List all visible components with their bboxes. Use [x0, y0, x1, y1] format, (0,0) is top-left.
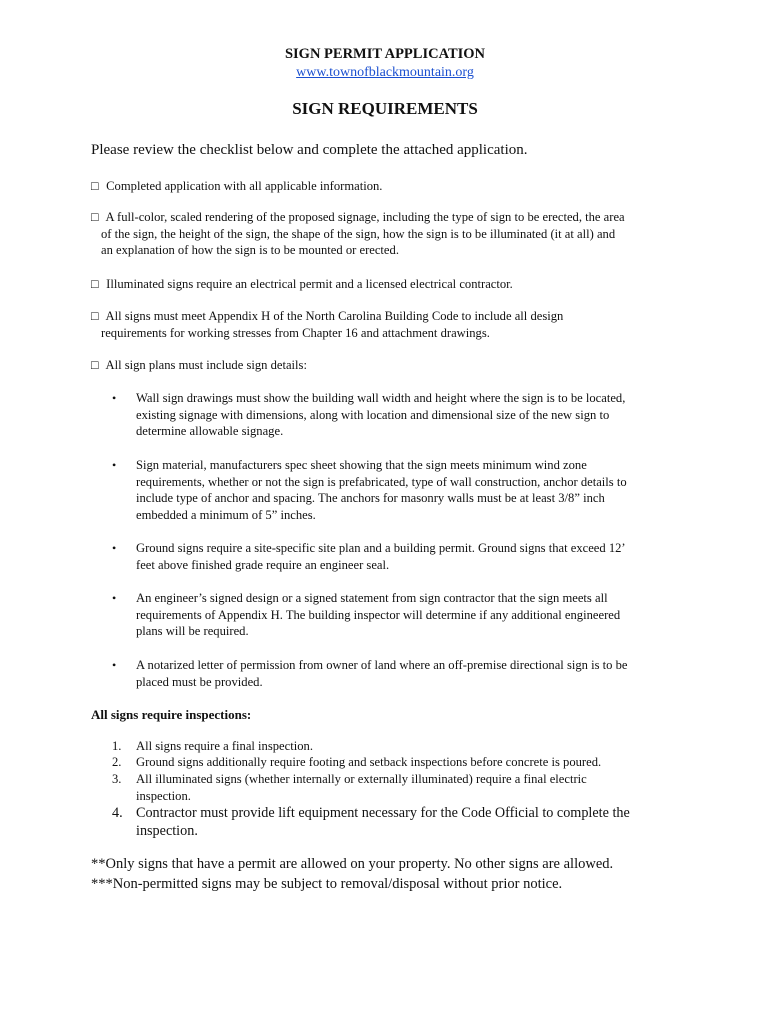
checklist-line: an explanation of how the sign is to be mounted or erected.: [101, 243, 399, 257]
detail-line: determine allowable signage.: [136, 424, 284, 438]
detail-line: placed must be provided.: [136, 674, 263, 689]
detail-line: existing signage with dimensions, along with location and dimensional size of the new sign to: [136, 407, 610, 422]
checklist-line: A full-color, scaled rendering of the proposed signage, including the type of sign to be erected, the area: [105, 210, 625, 224]
checkbox-icon[interactable]: □: [91, 358, 99, 372]
checklist-item: [91, 308, 691, 341]
bullet-icon: •: [112, 391, 117, 405]
detail-line: embedded a minimum of 5” inches.: [136, 507, 316, 522]
checklist-item: [91, 276, 691, 293]
checklist-line: requirements for working stresses from Chapter 16 and attachment drawings.: [101, 325, 490, 340]
inspection-line: inspection.: [136, 788, 191, 803]
checklist-item: [91, 209, 691, 259]
inspection-line: inspection.: [136, 823, 198, 839]
bullet-icon: •: [112, 658, 117, 672]
bullet-icon: •: [112, 458, 117, 472]
detail-line: Ground signs require a site-specific site plan and a building permit. Ground signs that exceed 12’: [136, 541, 626, 555]
item-number: 1.: [112, 739, 122, 753]
checklist-line: All sign plans must include sign details:: [105, 358, 307, 372]
detail-line: plans will be required.: [136, 624, 249, 638]
item-number: 2.: [112, 755, 122, 769]
item-number: 4.: [112, 805, 123, 821]
checklist-item: [91, 178, 691, 195]
checkbox-icon[interactable]: □: [91, 210, 99, 224]
checkbox-icon[interactable]: □: [91, 179, 99, 193]
detail-line: feet above finished grade require an engineer seal.: [136, 557, 390, 572]
checklist-line: Illuminated signs require an electrical permit and a licensed electrical contractor.: [106, 277, 513, 291]
checklist-item: [91, 357, 691, 374]
inspections-heading: All signs require inspections:: [91, 707, 252, 722]
note-non-permitted-signs: ***Non-permitted signs may be subject to removal/disposal without prior notice.: [91, 876, 563, 892]
detail-line: An engineer’s signed design or a signed statement from sign contractor that the sign meets all: [136, 591, 608, 605]
detail-line: A notarized letter of permission from owner of land where an off-premise directional sign is to be: [136, 658, 628, 672]
detail-line: requirements, whether or not the sign is prefabricated, type of wall construction, anchor details to: [136, 474, 627, 489]
checklist-line: of the sign, the height of the sign, the shape of the sign, how the sign is to be illuminated (it at all) and: [101, 226, 616, 241]
inspection-line: All signs require a final inspection.: [136, 739, 313, 753]
website-link[interactable]: www.townofblackmountain.org: [296, 65, 474, 80]
inspection-line: All illuminated signs (whether internally or externally illuminated) require a final electric: [136, 772, 587, 786]
section-title: SIGN REQUIREMENTS: [292, 99, 478, 118]
bullet-icon: •: [112, 591, 117, 605]
note-permitted-signs: **Only signs that have a permit are allowed on your property. No other signs are allowed.: [91, 856, 614, 872]
website-url: [0, 65, 770, 81]
detail-line: include type of anchor and spacing. The anchors for masonry walls must be at least 3/8” inch: [136, 491, 605, 505]
checklist-line: Completed application with all applicable information.: [106, 179, 383, 193]
checkbox-icon[interactable]: □: [91, 277, 99, 291]
detail-line: Wall sign drawings must show the building wall width and height where the sign is to be located,: [136, 391, 626, 405]
item-number: 3.: [112, 772, 122, 786]
document-title: SIGN PERMIT APPLICATION: [284, 46, 486, 62]
bullet-icon: •: [112, 541, 117, 555]
intro-text: Please review the checklist below and complete the attached application.: [91, 142, 528, 158]
detail-line: requirements of Appendix H. The building inspector will determine if any additional engineered: [136, 607, 621, 622]
inspection-line: Ground signs additionally require footing and setback inspections before concrete is poured.: [136, 755, 602, 769]
checkbox-icon[interactable]: □: [91, 309, 99, 323]
inspection-line: Contractor must provide lift equipment necessary for the Code Official to complete the: [136, 805, 630, 821]
checklist-line: All signs must meet Appendix H of the North Carolina Building Code to include all design: [105, 309, 564, 323]
detail-line: Sign material, manufacturers spec sheet showing that the sign meets minimum wind zone: [136, 458, 587, 472]
